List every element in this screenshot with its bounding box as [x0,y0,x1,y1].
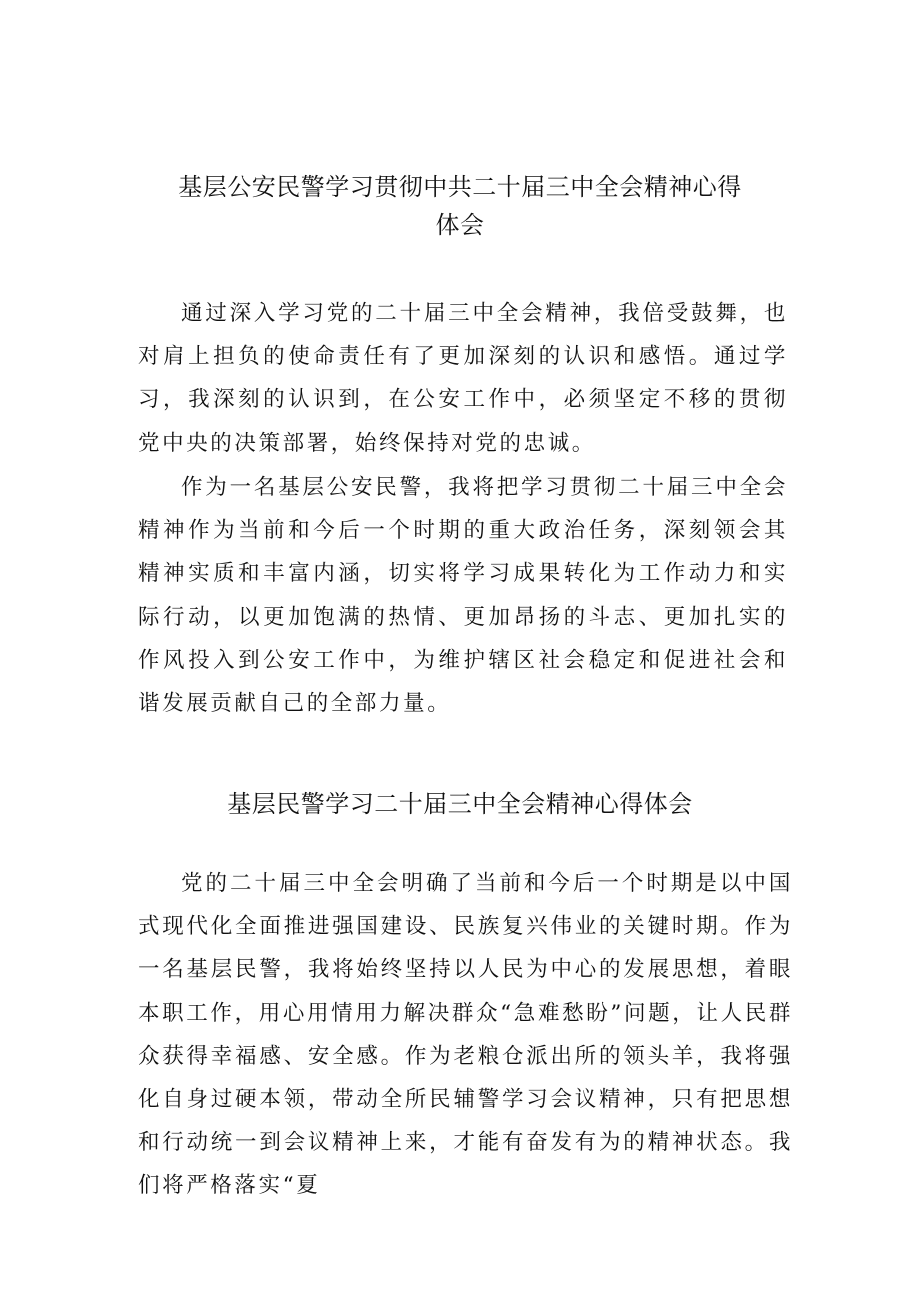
section1-paragraph-1: 通过深入学习党的二十届三中全会精神，我倍受鼓舞，也对肩上担负的使命责任有了更加深刻的认识和感悟。通过学习，我深刻的认识到，在公安工作中，必须坚定不移的贯彻党中央的决策部署，始终保持对党的忠诚。 [138,301,788,456]
section2-title: 基层民警学习二十届三中全会精神心得体会 [227,790,693,818]
section1-title-line2: 体会 [435,211,485,239]
section2-paragraph-1: 党的二十届三中全会明确了当前和今后一个时期是以中国式现代化全面推进强国建设、民族复兴伟业的关键时期。作为一名基层民警，我将始终坚持以人民为中心的发展思想，着眼本职工作，用心用情用力解决群众“急难愁盼”问题，让人民群众获得幸福感、安全感。作为老粮仓派出所的领头羊，我将强化自身过硬本领，带动全所民辅警学习会议精神，只有把思想和行动统一到会议精神上来，才能有奋发有为的精神状态。我们将严格落实“夏 [138,871,793,1199]
section1-paragraph-2: 作为一名基层公安民警，我将把学习贯彻二十届三中全会精神作为当前和今后一个时期的重大政治任务，深刻领会其精神实质和丰富内涵，切实将学习成果转化为工作动力和实际行动，以更加饱满的热情、更加昂扬的斗志、更加扎实的作风投入到公安工作中，为维护辖区社会稳定和促进社会和谐发展贡献自己的全部力量。 [138,475,788,717]
section1-title [120,168,800,244]
section1-title-line1: 基层公安民警学习贯彻中共二十届三中全会精神心得 [178,173,742,201]
